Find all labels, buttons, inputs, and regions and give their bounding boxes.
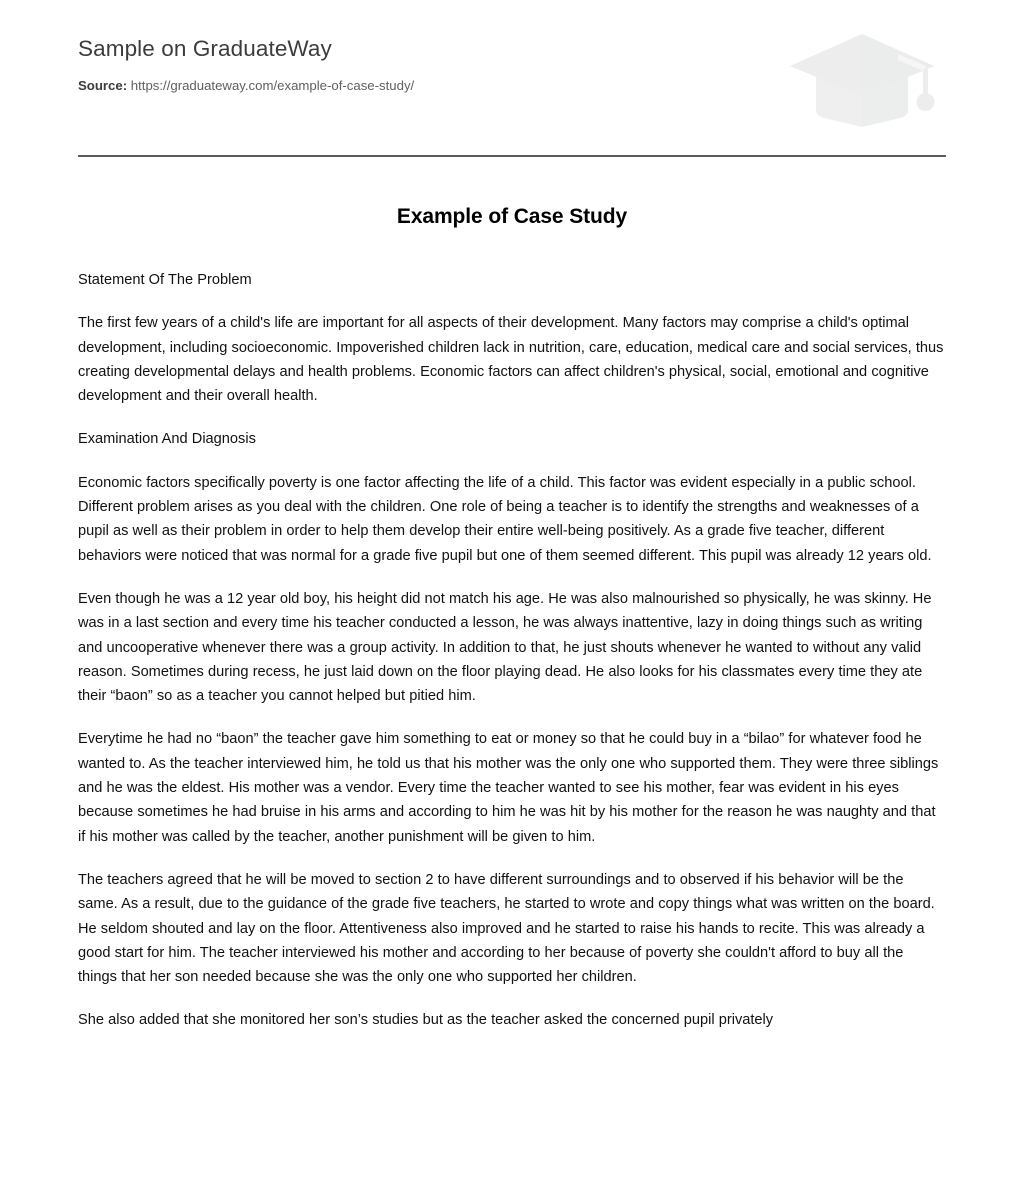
header-divider (78, 155, 946, 157)
body-paragraph: Economic factors specifically poverty is one factor affecting the life of a child. This factor was evident especially in a public school. Different problem arises as you deal with the children. One role of being a teacher is to identify the strengths and weaknesses of a pupil as well as their problem in order to help them develop their entire well-being positively. As a grade five teacher, different behaviors were noticed that was normal for a grade five pupil but one of them seemed different. This pupil was already 12 years old. (78, 474, 932, 564)
page-header (78, 34, 946, 95)
body-paragraph: The teachers agreed that he will be moved to section 2 to have different surroundings and to observed if his behavior will be the same. As a result, due to the guidance of the grade five teachers, he started to wrote and copy things what was written on the board. He seldom shouted and lay on the floor. Attentiveness also improved and he started to raise his hands to recite. This was already a good start for him. The teacher interviewed his mother and according to her because of poverty she couldn't afford to buy all the things that her son needed because she was the only one who supported her children. (78, 871, 935, 986)
section-heading: Examination And Diagnosis (78, 431, 256, 448)
section-heading: Statement Of The Problem (78, 272, 252, 288)
page-title: Example of Case Study (396, 205, 628, 228)
document-body (78, 268, 946, 1033)
body-paragraph: The first few years of a child's life are important for all aspects of their development. Many factors may comprise a child's optimal development, including socioeconomic. Impoverished children lack in nutrition, care, education, medical care and social services, thus creating developmental delays and health problems. Economic factors can affect children's physical, social, emotional and cognitive development and their overall health. (78, 315, 944, 405)
source-url[interactable]: https://graduateway.com/example-of-case-study/ (130, 78, 415, 93)
body-paragraph: Even though he was a 12 year old boy, his height did not match his age. He was also malnourished so physically, he was skinny. He was in a last section and every time his teacher conducted a lesson, he was always inattentive, lazy in doing things such as writing and uncooperative whenever there was a group activity. In addition to that, he just shouts whenever he wanted to without any valid reason. Sometimes during recess, he just laid down on the floor playing dead. He also looks for his classmates every time they ate their “baon” so as a teacher you cannot helped but pitied him. (78, 590, 932, 705)
source-label: Source: (78, 78, 128, 93)
source-line (78, 77, 946, 95)
site-title: Sample on GraduateWay (78, 36, 332, 61)
body-paragraph: She also added that she monitored her son’s studies but as the teacher asked the concerned pupil privately (78, 1012, 774, 1029)
body-paragraph: Everytime he had no “baon” the teacher gave him something to eat or money so that he could buy in a “bilao” for whatever food he wanted to. As the teacher interviewed him, he told us that his mother was the only one who supported them. They were three siblings and he was the eldest. His mother was a vendor. Every time the teacher wanted to see his mother, fear was evident in his eyes because sometimes he had bruise in his arms and according to him he was hit by his mother for the reason he was naughty and that if his mother was called by the teacher, another punishment will be given to him. (78, 731, 939, 845)
